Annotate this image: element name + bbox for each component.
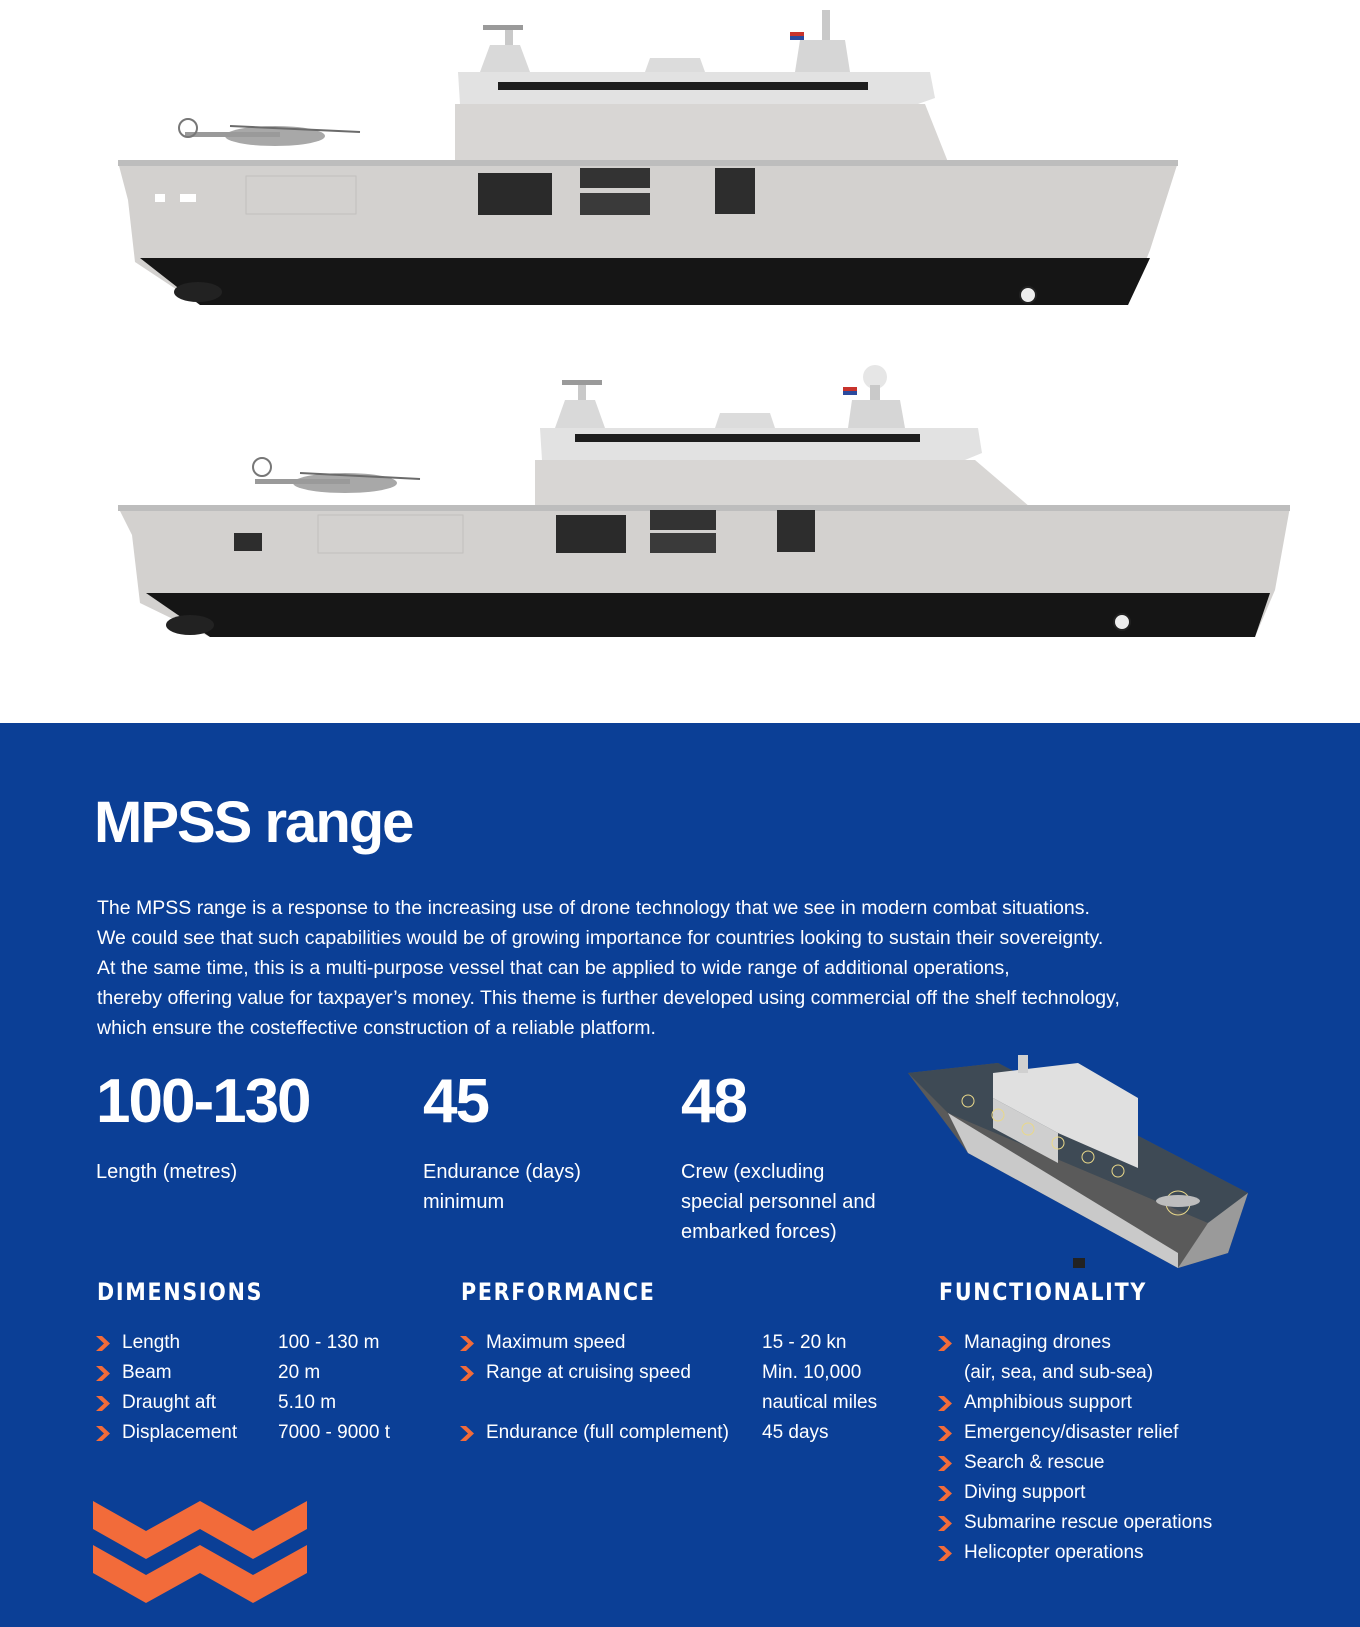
performance-title: PERFORMANCE bbox=[461, 1278, 656, 1306]
function-label: Managing drones bbox=[964, 1332, 1111, 1353]
chevron-right-icon bbox=[96, 1366, 110, 1381]
chevron-right-icon bbox=[96, 1336, 110, 1351]
stat-label-line: embarked forces) bbox=[681, 1221, 837, 1243]
function-label-cont: (air, sea, and sub-sea) bbox=[964, 1362, 1154, 1383]
ship-side-view-1 bbox=[0, 0, 1360, 330]
spec-value: 5.10 m bbox=[278, 1392, 337, 1413]
helicopter-icon bbox=[179, 119, 360, 146]
chevron-right-icon bbox=[460, 1426, 474, 1441]
helicopter-icon bbox=[253, 458, 420, 493]
wave-logo-icon bbox=[93, 1501, 307, 1603]
chevron-right-icon bbox=[460, 1366, 474, 1381]
spec-value bbox=[762, 1418, 829, 1448]
intro-line: At the same time, this is a multi-purpose vessel that can be applied to wide range of additional operations, bbox=[97, 957, 1010, 979]
spec-value-line: 45 days bbox=[762, 1422, 829, 1443]
intro-paragraph bbox=[97, 893, 1257, 1043]
chevron-right-icon bbox=[938, 1546, 952, 1561]
intro-line: We could see that such capabilities would be of growing importance for countries looking to sustain their sovereignty. bbox=[97, 927, 1104, 949]
spec-value: 20 m bbox=[278, 1362, 321, 1383]
ship-illustrations bbox=[0, 0, 1360, 723]
spec-value-line: 15 - 20 kn bbox=[762, 1332, 847, 1353]
chevron-right-icon bbox=[96, 1396, 110, 1411]
chevron-right-icon bbox=[938, 1426, 952, 1441]
spec-value bbox=[762, 1358, 877, 1418]
list-item bbox=[96, 1418, 416, 1448]
content-panel bbox=[0, 723, 1360, 1627]
chevron-right-icon bbox=[460, 1336, 474, 1351]
stat-value: 48 bbox=[681, 1067, 746, 1136]
list-item bbox=[938, 1418, 1268, 1448]
spec-label: Maximum speed bbox=[486, 1332, 626, 1353]
stat-length bbox=[96, 1067, 310, 1187]
list-item bbox=[460, 1328, 900, 1358]
stat-label bbox=[423, 1157, 581, 1217]
page-title: MPSS range bbox=[94, 790, 413, 855]
chevron-right-icon bbox=[938, 1456, 952, 1471]
list-item bbox=[96, 1388, 416, 1418]
spec-value: 7000 - 9000 t bbox=[278, 1422, 390, 1443]
chevron-right-icon bbox=[938, 1396, 952, 1411]
spec-label: Displacement bbox=[122, 1422, 238, 1443]
function-label: Emergency/disaster relief bbox=[964, 1422, 1179, 1443]
dimensions-title: DIMENSIONS bbox=[97, 1278, 264, 1306]
list-item bbox=[96, 1328, 416, 1358]
intro-line: thereby offering value for taxpayer’s money. This theme is further developed using commercial off the shelf technology, bbox=[97, 987, 1120, 1009]
spec-label: Range at cruising speed bbox=[486, 1362, 691, 1383]
spec-label: Endurance (full complement) bbox=[486, 1422, 729, 1443]
list-item bbox=[96, 1358, 416, 1388]
list-item bbox=[460, 1358, 900, 1418]
spec-value-line: nautical miles bbox=[762, 1392, 878, 1413]
functionality-title: FUNCTIONALITY bbox=[939, 1278, 1148, 1306]
functionality-list bbox=[938, 1328, 1268, 1568]
chevron-right-icon bbox=[938, 1516, 952, 1531]
stat-label-line: special personnel and bbox=[681, 1191, 876, 1213]
stat-endurance bbox=[423, 1067, 581, 1217]
spec-label: Draught aft bbox=[122, 1392, 216, 1413]
stat-crew bbox=[681, 1067, 876, 1247]
stat-value: 45 bbox=[423, 1067, 488, 1136]
ship-side-view-2 bbox=[0, 355, 1360, 675]
function-label: Helicopter operations bbox=[964, 1542, 1144, 1563]
list-item bbox=[938, 1328, 1268, 1388]
stat-value: 100-130 bbox=[96, 1067, 310, 1136]
list-item bbox=[938, 1478, 1268, 1508]
dimensions-list bbox=[96, 1328, 416, 1448]
list-item bbox=[938, 1388, 1268, 1418]
stat-label-line: Endurance (days) bbox=[423, 1161, 581, 1183]
list-item bbox=[460, 1418, 900, 1448]
ship-3d-view bbox=[908, 1053, 1258, 1283]
chevron-right-icon bbox=[96, 1426, 110, 1441]
chevron-right-icon bbox=[938, 1486, 952, 1501]
function-label: Diving support bbox=[964, 1482, 1086, 1503]
stat-label-line: minimum bbox=[423, 1191, 505, 1213]
spec-value-line: Min. 10,000 bbox=[762, 1362, 862, 1383]
function-label: Amphibious support bbox=[964, 1392, 1132, 1413]
intro-line: which ensure the costeffective construction of a reliable platform. bbox=[97, 1017, 656, 1039]
stat-label bbox=[96, 1157, 310, 1187]
list-item bbox=[938, 1508, 1268, 1538]
list-item bbox=[938, 1448, 1268, 1478]
list-item bbox=[938, 1538, 1268, 1568]
intro-line: The MPSS range is a response to the increasing use of drone technology that we see in modern combat situations. bbox=[97, 897, 1090, 919]
stat-label bbox=[681, 1157, 876, 1247]
function-label: Search & rescue bbox=[964, 1452, 1105, 1473]
spec-value bbox=[762, 1328, 847, 1358]
spec-label: Beam bbox=[122, 1362, 172, 1383]
stat-label-line: Crew (excluding bbox=[681, 1161, 825, 1183]
spec-value: 100 - 130 m bbox=[278, 1332, 380, 1353]
spec-label: Length bbox=[122, 1332, 181, 1353]
function-label: Submarine rescue operations bbox=[964, 1512, 1213, 1533]
chevron-right-icon bbox=[938, 1336, 952, 1351]
stat-label-line: Length (metres) bbox=[96, 1161, 238, 1183]
performance-list bbox=[460, 1328, 900, 1448]
